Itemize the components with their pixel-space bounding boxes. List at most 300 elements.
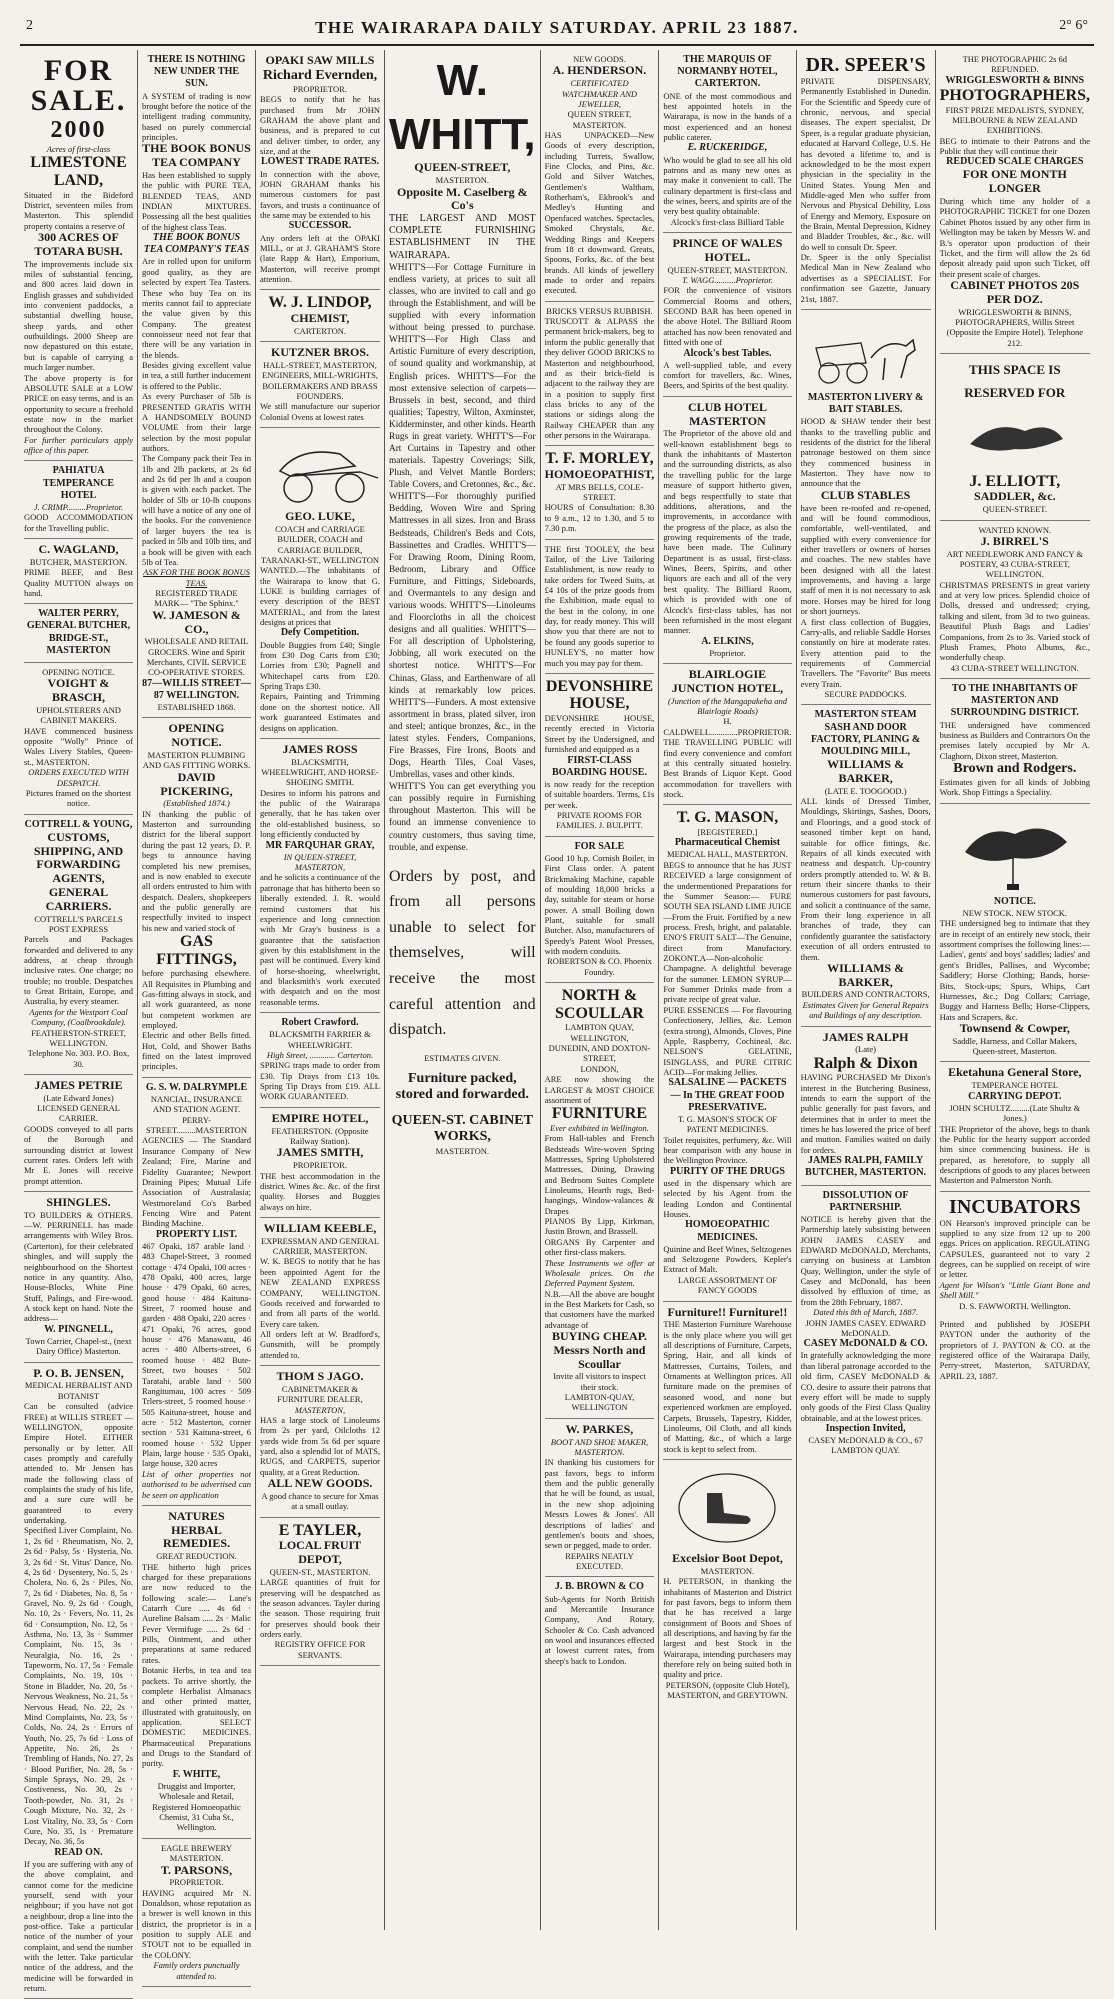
ad-dissolution [801,1186,931,1461]
dalrymple-heading: G. S. W. DALRYMPLE [145,1081,248,1093]
sash-heading: MASTERTON STEAM SASH AND DOOR FACTORY, PLANING & MOULDING MILL, [811,709,921,757]
whitt-name: W. WHITT, [389,56,536,159]
ad-dalrymple [142,1078,251,1506]
devonshire-heading: DEVONSHIRE HOUSE, [545,677,654,713]
cottrell-general: GENERAL CARRIERS. [45,884,112,913]
smith-proprietor: PROPRIETOR. [293,1160,347,1171]
page-number-right: 2° 6° [1059,18,1088,33]
ad-jbrown [545,1577,655,1671]
photo-refunded: THE PHOTOGRAPHIC 2s 6d REFUNDED. [962,54,1068,75]
gas-electric-text: Electric and other Bells fitted. Hot, Cold, and Shower Baths fitted on the latest improved principles. [142,1030,251,1072]
townsend-notice: NOTICE. [993,895,1036,907]
bricks-text: TRUSCOTT & ALPASS the permanent brick-makers, beg to inform the public generally that they deliver GOOD BRICKS to Masterton and neighbourhood, and as their brick-field is adjacent to the railway they are in a position to supply first class bricks to any of the stations or sidings along the Railway CHEAPER than any other persons in the Wairarapa. [544,316,655,441]
saddle-illustration-small [955,409,1075,469]
parsons-family: Family orders punctually attended to. [153,1960,240,1981]
blairlogie-heading: BLAIRLOGIE JUNCTION HOTEL, [671,667,784,695]
tayler-text: LARGE quantities of fruit for preserving will be despatched as the season advances. Tayler during the season. Those requiring fruit for preserves should book their orders early. [260,1577,380,1639]
crawford-text: SPRING traps made to order from £30. Tip Drays from £13 10s. Spring Tip Drays from £19. ALL WORK GUARANTEED. [260,1060,380,1102]
ad-birrel [940,521,1090,679]
acres-note: Acres of first-class [46,144,111,154]
pingnell-name: W. PINGNELL, [44,1323,113,1335]
kutzner-sub: HALL-STREET, MASTERTON, ENGINEERS, MILL-WRIGHTS, BOILERMAKERS AND BRASS FOUNDERS. [262,359,378,401]
whitt-cabinet-works: QUEEN-ST. CABINET WORKS, [391,1113,533,1145]
columns [20,50,1094,1994]
ad-north-scoullar [545,983,655,1419]
elliott-name: J. ELLIOTT, [969,472,1061,490]
dissolution-heading: DISSOLUTION OF PARTNERSHIP. [822,1189,909,1213]
column-4 [385,50,541,1930]
north-messrs: Messrs North and Scoullar [553,1342,646,1371]
incubators-heading: INCUBATORS [949,1195,1081,1218]
white-name: F. WHITE, [172,1768,221,1780]
incubators-sign: D. S. FAWWORTH. Wellington. [959,1300,1071,1311]
bonus2-heading: THE BOOK BONUS TEA COMPANY'S TEAS [143,232,250,256]
north-lambton: LAMBTON QUAY, WELLINGTON, [565,1022,634,1043]
ralph-text: HAVING PURCHASED Mr Dixon's interest in the Butchering Business, intends to earn the support of the public generally for past favors, and determines that in order to meet the times he has lowered the price of beef and mutton. Families waited on daily for orders. [800,1072,931,1155]
column-7 [797,50,936,1930]
evernden-successor: SUCCESSOR. [288,220,352,232]
jensen-text: Can be consulted (advice FREE) at WILLIS STREET — WELLINGTON, opposite Empire Hotel. EITHER personally or by letter. All cases promptly and carefully attended to. Mr Jensen has made the following class of complaints the study of his life, and a sure cure will be guaranteed to every undertaking. [24,1401,133,1526]
bonus-trademark: REGISTERED TRADE MARK— "The Sphinx." [154,587,239,609]
north-heading: NORTH & SCOULLAR [555,987,644,1022]
cottrell-text: Parcels and Packages forwarded and delivered to any address, at cheap through inclusive rates. One charge; no trouble; no trouble. Despatches to Great Britain, Europe, and Australia, by every steamer. [24,934,133,1007]
opaki-heading: OPAKI SAW MILLS [265,53,375,67]
boot-depot-emblem-illustration [672,1468,782,1548]
pickering-plumbing: MASTERTON PLUMBING AND GAS FITTING WORKS. [142,750,251,771]
ad-perry [24,604,133,663]
parkes-name: W. PARKES, [565,1421,634,1436]
pickering-opening: OPENING NOTICE. [168,721,225,750]
ad-cottrell [24,815,133,1075]
reserved-text: THIS SPACE IS RESERVED FOR [964,361,1066,401]
parsons-text: HAVING acquired Mr N. Donaldson, whose reputation as a brewer is well known in this district, the proprietor is in a position to supply ALE and STOUT not to be equalled in the COLONY. [142,1887,251,1960]
voight-heading: VOIGHT & BRASCH, [47,676,110,705]
ad-luke [260,428,380,739]
natures-text: THE hitherto high prices charged for these preparations are now reduced to the following scale:— Lane's Catarrh Cure ..... 4s 6d · Aureline Balsam ..... 2s · Malic Fever Vermifuge ..... 2s 6d · Pills, Ointment, and other preparations at same reduced rates. [142,1561,251,1665]
north-organs-note: These Instruments we offer at Wholesale prices. On the Deferred Payment System. [544,1257,655,1289]
pickering-text: IN thanking the public of Masterton and surrounding district for the liberal support during the past 12 years, D. P. begs to announce having completed his new premises, and is now enabled to execute all orders entrusted to him with despatch. Dealers, shopkeepers and the public generally are respectfully invited to inspect his new and varied stock of [142,808,251,933]
luke-name: GEO. LUKE, [285,509,355,524]
pickering-name: DAVID PICKERING, [160,769,233,798]
photo-beg: BEG to intimate to their Patrons and the Public that they will continue their [939,135,1090,156]
mason-purity: PURITY OF THE DRUGS [670,1165,785,1177]
eketahuna-temperance: TEMPERANCE HOTEL [971,1080,1059,1091]
petrie-heading: JAMES PETRIE [34,1077,123,1092]
furniture-text: THE Masterton Furniture Warehouse is the only place where you will get all descriptions of Furniture, Carpets, Spring, Hair, and all kinds of Mattresses, Curtains, Toilets, and Ornaments at Wellington prices. All furniture made on the premises of seasoned wood, and none but experienced workmen are employed. Carpets, Brussels, Tapestry, Kidder, Linoleums, Oil Cloth, and all kinds of Matting, &c., of which a large stock is kept to select from. [663,1319,792,1454]
north-furniture: FURNITURE [551,1105,648,1123]
jago-address: MASTERTON, [294,1404,346,1415]
ad-book-bonus-tea [142,50,251,718]
ad-bricks [545,302,655,447]
tailor-text: THE first TOOLEY, the best Tailor, of the Live Tailoring Establishment, is now ready to take orders for Tweed Suits, at £4 10s of the prize goods from the Exhibition, made equal to the best in the colony, in one day, for ready money. This will show you that there are not to be found any goods superior to HUNLEY'S, no matter how much you may pay for them. [544,543,655,668]
totara-text: The improvements include six miles of substantial fencing, and 800 acres laid down in English grasses and subdivided into convenient paddocks, a substantial dwelling house, sheep yards, and other outbuildings. 2000 Sheep are now depastured on this estate, but is capable of carrying a much larger number. [24,258,133,373]
ad-petrie [24,1075,133,1192]
mason-salsaline: SALSALINE — PACKETS — In THE GREAT FOOD PRESERVATIVE. [668,1077,787,1113]
parkes-sub: BOOT AND SHOE MAKER, MASTERTON. [550,1436,649,1457]
saddle-illustration [955,812,1075,892]
ad-keeble [260,1218,380,1366]
henderson-new-goods: NEW GOODS. [573,54,626,64]
pahiatua-text: GOOD ACCOMMODATION for the Travelling public. [24,512,133,533]
henderson-address: QUEEN STREET, MASTERTON. [567,109,632,130]
acres-count: 2000 [50,117,107,143]
club-proprietor: Proprietor. [709,647,746,658]
devonshire-private: PRIVATE ROOMS FOR FAMILIES. J. BULPITT. [556,809,643,831]
bonus-ask: ASK FOR THE BOOK BONUS TEAS. [143,567,250,588]
casey-text: In gratefully acknowledging the more than liberal patronage accorded to the old firm, CASEY McDONALD & CO. desire to assure their patrons that every effort will be made to supply only goods of the First Class Quality obtainable, and at the lowest prices. [800,1350,931,1423]
wagland-heading: C. WAGLAND, [38,542,119,557]
speer-text: PRIVATE DISPENSARY, Permanently Established in Dunedin. For the Scientific and Speedy cure of chronic, nervous, and special diseases. The expert specialist, Dr Speer, is a regular graduate physician, educated at Harvard College, U.S. He has devoted a lifetime to, and is acknowledged to be the most expert physician in the speciality in the United States. Young Men and Middle-aged Men who suffer from Nervous and Physical Debility, Loss of Energy and Memory, Exposure on the Brain, Mental Depression, Kidney and Bladder Troubles, &c., &c. will do well to consult Dr. Speer. [800,76,931,252]
ad-whitt [389,50,536,1161]
cottrell-telephone: Telephone No. 303. P.O. Box, 30. [27,1048,130,1069]
prince-proprietor: T. WAGG..........Proprietor. [682,275,773,286]
north-invite: Invite all visitors to inspect their stock. [553,1371,646,1392]
kutzner-text: We still manufacture our superior Colonial Ovens at lowest rates [260,401,380,422]
marquis-alcock: Alcock's first-class Billiard Table [670,216,785,227]
tayler-address: QUEEN-ST., MASTERTON. [269,1566,371,1577]
cottrell-express: COTTRELL'S PARCELS POST EXPRESS [34,913,123,934]
nothing-new-heading: THERE IS NOTHING NEW UNDER THE SUN. [147,54,246,90]
whitt-packed: Furniture packed, stored and forwarded. [395,1071,529,1103]
livery-paddock: SECURE PADDOCKS. [824,689,907,700]
property-list-note: List of other properties not authorised to be advertised can be seen on application [142,1468,251,1500]
blairlogie-note: (Junction of the Mangapakeha and Blairlogie Roads) [667,695,787,717]
photo-reduced: REDUCED SCALE CHARGES [946,156,1084,168]
wagland-text: PRIME BEEF, and Best Quality MUTTON always on hand. [24,567,133,598]
ad-reserved-elliott [940,354,1090,521]
barker-name-2: WILLIAMS & BARKER, [827,960,905,989]
casey-heading: CASEY McDONALD & CO. [803,1338,928,1350]
particulars-text: For further particulars apply office of this paper. [24,434,133,456]
ralph-sign: JAMES RALPH, FAMILY BUTCHER, MASTERTON. [805,1155,927,1179]
whitt-masterton: MASTERTON. [435,1145,490,1156]
voight-text: HAVE commenced business opposite "Wolly" Prince of Wales Livery Stables, Queen-st., MASTERTON. [24,725,133,767]
photo-cabinet: CABINET PHOTOS 20S PER DOZ. [950,277,1080,306]
pahiatua-heading: PAHIATUA TEMPERANCE HOTEL [42,465,115,501]
jbrown-name: J. B. BROWN & CO [555,1581,644,1593]
livery-heading: MASTERTON LIVERY & BAIT STABLES. [807,391,924,416]
ross-text: Desires to inform his patrons and the public of the Wairarapa generally, that he has taken over the old-established business, so long efficiently conducted by [260,787,380,840]
birrel-address: 43 CUBA-STREET WELLINGTON. [950,662,1079,673]
jago-name: THOM S JAGO. [276,1369,364,1384]
ad-jago [260,1366,380,1518]
prince-text-2: A well-supplied table, and every comfort for travellers, &c. Wines, Beers, and Spirits of the best quality. [663,359,792,391]
pingnell-address: Town Carrier, Chapel-st., (next Dairy Office) Masterton. [25,1335,132,1357]
bonus-presented: As every Purchaser of 5lb is PRESENTED GRATIS WITH A HANDSOMELY BOUND VOLUME from their large selection by the most popular authors. [142,391,251,453]
cottrell-address: FEATHERSTON-STREET, WELLINGTON. [31,1027,126,1048]
prince-heading: PRINCE OF WALES HOTEL. [672,236,783,264]
lindop-name: W. J. LINDOP, [268,294,372,312]
henderson-name: A. HENDERSON. [552,63,647,78]
ralph-name: JAMES RALPH [822,1029,909,1044]
photo-heading: PHOTOGRAPHERS, [939,86,1090,104]
whitt-estimates: ESTIMATES GIVEN. [424,1052,501,1063]
ad-opaki-saw-mills [260,50,380,290]
prince-alcock: Alcock's best Tables. [683,347,772,359]
morley-name: T. F. MORLEY, [545,450,654,468]
north-pianos: PIANOS By Lipp, Kirkman, Justin Brown, and Brassell. [544,1216,655,1237]
elliott-saddler: SADDLER, &c. [973,489,1056,504]
ad-morley [545,446,655,539]
excelsior-sign: PETERSON, (opposite Club Hotel), MASTERTON, and GREYTOWN. [665,1679,790,1701]
birrel-name: J. BIRREL'S [980,533,1049,548]
evernden-proprietor: PROPRIETOR. [293,83,347,94]
north-furniture-text: From Hall-tables and French Bedsteads Wire-woven Spring Mattresses, Spring Upholstered Mattresses, Dining, Drawing and Bedroom Suites Complete Linoleums, Hearth rugs, Bed-hangings, Window-valances & Drapes [544,1133,655,1216]
bonus2-text: Are in rolled upon for uniform good quality, as they are selected by expert Tea Tasters. These who buy Tea on its merits cannot fail to appreciate the value given by this Company. The greatest connoisseur need not fear that there will be any variation in the blends. [142,256,251,360]
ad-excelsior [663,1460,791,1705]
pahiatua-proprietor: J. CRIMP.........Proprietor. [33,501,124,512]
club-heading: CLUB HOTEL MASTERTON [687,399,767,428]
ad-crawford [260,1013,380,1108]
evernden-text: BEGS to notify that he has purchased from Mr JOHN GRAHAM the above plant and business, and is prepared to cut and deliver timber, to order, any size, and at the [260,94,380,157]
morley-title: HOMOEOPATHIST, [544,466,655,481]
column-6 [659,50,796,1930]
furniture-heading: Furniture!! Furniture!! [667,1304,788,1319]
brown-inhabitants: TO THE INHABITANTS OF MASTERTON AND SURROUNDING DISTRICT. [950,682,1079,719]
casey-inspection: Inspection Invited, [825,1422,906,1434]
kutzner-heading: KUTZNER BROS. [270,345,370,360]
barker-sub: (LATE E. TOOGOOD.) [824,785,907,796]
devonshire-boarding-text: is now ready for the reception of suitable boarders. Terms, £1s per week. [544,778,655,810]
cottrell-agents: Agents for the Westport Coal Company, (Coalbrookdale). [29,1006,128,1028]
casey-sign: CASEY McDONALD & CO., 67 LAMBTON QUAY. [808,1435,923,1456]
parsons-name: T. PARSONS, [160,1862,233,1877]
ad-ross [260,739,380,1013]
jameson-sub: WHOLESALE AND RETAIL GROCERS. Wine and Spirit Merchants, CIVIL SERVICE CO-OPERATIVE STORES. [144,636,249,678]
photo-firm: WRIGGLESWORTH & BINNS [945,74,1085,86]
keeble-text: W. K. BEGS to notify that he has been appointed Agent for the NEW ZEALAND EXPRESS COMPANY, WELLINGTON. Goods received and forwarded to and from all parts of the world. Every care taken. [260,1256,380,1329]
gas-fittings-heading: GAS FITTINGS, [156,933,237,968]
north-london: LONDON, [580,1063,619,1074]
ad-blairlogie [663,664,791,805]
ad-empire-hotel [260,1108,380,1218]
masthead [20,4,1094,48]
robertson-sign: ROBERTSON & CO. Phoenix Foundry. [547,956,652,977]
evernden-connection: In connection with the above, JOHN GRAHAM thanks his numerous customers for past favors, and trusts a continuance of the same may be extended to his [260,168,380,221]
crawford-address: High Street, ............ Carterton. [266,1050,374,1061]
ad-voight [24,663,133,815]
barker-estimates: Estimates Given for General Repairs and Buildings of any description. [802,999,929,1021]
jensen-complaints: Specified Liver Complaint, No. 1, 2s 6d · Rheumatism, No. 2, 2s 6d · Palsy, 5s · Hysteria, No. 3, 2s 6d · St. Vitus' Dance, No. 4, 2s 6d · Dysentery, No. 5, 2s · Cholera, No. 6, 2s · Piles, No. 7, 2s 6d · Diabetes, No. 8, 5s · Gravel, No. 9, 2s 6d · Cough, No. 10, 2s · Fevers, No. 11, 2s 6d · Consumption, No. 12, 5s · Asthma, No. 13, 3s · Summer Complaint, No. 15, 3s · Neuralgia, No. 16, 2s · Tapeworm, No. 17, 5s · Female Complaints, No. 19, 10s · Stone in Bladder, No. 20, 5s · Nervous Weakness, No. 21, 5s · Nervous Head, No. 22, 2s · Mind Complaints, No. 23, 5s · Colds, No. 24, 2s · Errors of Youth, No. 25, 7s 6d · Loss of Appetite, No. 26, 2s · Trembling of Hands, No. 27, 2s · Blood Purifier, No. 28, 5s · Simple Sprays, No. 29, 2s · Costiveness, No. 30, 2s · Tooth-powder, No. 31, 2s · Cough Mixture, No. 32, 2s · Lost Vitality, No. 33, 5s · Corn Cure, No. 35, 1s · Premature Decay, No. 36, 5s [24,1525,133,1847]
cottrell-customs: CUSTOMS, SHIPPING, AND FORWARDING AGENTS, [33,829,124,886]
luke-defy: Defy Competition. [280,627,360,639]
marquis-heading: THE MARQUIS OF NORMANBY HOTEL, CARTERTON. [677,54,778,90]
jensen-read-on: READ ON. [54,1846,103,1858]
bonus-text: Has been established to supply the public with PURE TEA, BLENDED TEAS, AND INDIAN MIXTURES. Possessing all the best qualities of the highest class Teas. [142,169,251,232]
dissolution-signed: JOHN JAMES CASEY. EDWARD McDONALD. [805,1317,926,1338]
birrel-wanted: WANTED KNOWN. [978,524,1052,535]
keeble-sub: EXPRESSMAN AND GENERAL CARRIER, MASTERTON. [260,1235,380,1257]
ad-marquis [663,50,791,233]
henderson-text: HAS UNPACKED—New Goods of every description, including Turrets, Swallow, Fine Clocks, and Pins, &c. Gold and Silver Watches, Gentlemen's Waltham, Rotherham's, Ekbrook's and Medley's Hunting and Openfaced watches. Spectacles, Smoked Chrystals, &c. Wedding Rings and Keepers from 18 ct downward. Greats, Spoons, Forks, &c. of the best brands. All kinds of jewellery made to order and repairs executed. [544,129,655,296]
elliott-street: QUEEN-STREET. [982,504,1047,515]
empire-heading: EMPIRE HOTEL, [271,1110,369,1125]
mason-purity-text: used in the dispensary which are selected by his Agent from the leading London and Continental Houses. [663,1177,792,1219]
petrie-text: GOODS conveyed to all parts of the Borough and surrounding district at lowest current rates. Orders left with Mr E. Jones will receive prompt attention. [24,1123,133,1186]
smith-name: JAMES SMITH, [276,1145,364,1160]
evernden-orders: Any orders left at the OPAKI MILL, or at J. GRAHAM'S Store (late Rapp & Hart), Emporium, Masterton, will receive prompt attention. [260,232,380,285]
barker-text: ALL kinds of Dressed Timber, Mouldings, Skirtings, Sashes, Doors, and Floorings, and a good stock of seasoned timber kept on hand, suitable for office fittings, &c. Repairs of all kinds executed with neatness and despatch. Up-country orders promptly attended to. W. & B. return their sincere thanks to their numerous customers for past favours, and solicit a continuance of the same. From their long experience in all branches of trade, they can confidently guarantee the satisfactory execution of all orders entrusted to them. [800,796,931,962]
barker-builders: BUILDERS AND CONTRACTORS, [801,989,930,1000]
natures-sub: GREAT REDUCTION. [156,1551,237,1562]
eketahuna-text: THE Proprietor of the above, begs to thank the Public for the hearty support accorded him since commencing business. He is prepared, as heretofore, to supply all descriptions of goods to any places between Masterton and Palmerston North. [939,1123,1090,1186]
north-organs: ORGANS By Carpenter and other first-class makers. [544,1236,655,1258]
parsons-sub: PROPRIETOR. [169,1877,224,1888]
photo-one-month-text: During which time any holder of a PHOTOGRAPHIC TICKET for one Dozen Cabinet Photos issued by any other firm in Wellington may be taken by Messrs W. and B.'s operator upon production of their Ticket, and the firm will allow the 2s 6d deposit already paid upon such Ticket, off their present scale of charges. [939,196,1090,279]
excelsior-text: H. PETERSON, in thanking the inhabitants of Masterton and District for past favors, begs to inform them that he has received a large consignment of Boots and Shoes of all descriptions, and having by far the largest and best Stock in the Wairarapa, intending purchasers may therefore rely on being suited both in quality and price. [663,1576,792,1680]
ad-parkes [545,1419,655,1577]
townsend-text: THE undersigned beg to intimate that they are in receipt of an entirely new stock, their assortment comprises the following lines:— Ladies', gents' and boys' saddles; ladies' and gent's Bridles, Pallises, and Wycombe; Saddlery; Horse Clothing; Bands, horse-Bits, Stock-ups; Spurs, Whips, Cart Hurnesses, &c.; Dog Collars; Carriage, Buggy and Harness Bells; Horse-Clippers, Hats and Scrapers, &c. [939,918,1090,1022]
jago-text: HAS a large stock of Linoleums from 2s per yard, Oilcloths 12 yards wide from 5s 6d per square yard, also a splendid lot of MATS, RUGS, and CARPETS, superior quality, at a Great Reduction. [260,1414,380,1477]
blairlogie-text: THE TRAVELLING PUBLIC will find every convenience and comfort at this centrally situated hostelry. Best Brands of Liquor Kept. Good accommodation for travellers with stock. [663,737,792,799]
north-buying: BUYING CHEAP. [552,1329,647,1344]
voight-opening: OPENING NOTICE. [42,667,115,678]
pickering-established: (Established 1874.) [163,798,230,809]
marquis-text: ONE of the most commodious and best appointed hotels in the Wairarapa, is now in the hands of a most experienced and an honest public caterer. [663,90,792,142]
birrel-text: CHRISTMAS PRESENTS in great variety and at very low prices. Splendid choice of Dolls, dressed and undressed; crying, talking and silent, from 3d to two guineas. Beautiful Plush Bags and Ladies' Companions, from 2s to 3s. Varied stock of Plush Frames, Photo Albums, &c., wonderfully cheap. [939,579,1090,663]
jago-note: A good chance to secure for Xmas at a small outlay. [261,1490,379,1512]
dissolution-dated: Dated this 8th of March, 1887. [813,1307,918,1318]
ad-prince-of-wales [663,233,791,397]
gas-fittings-text: before purchasing elsewhere. All Requisites in Plumbing and Gas-fitting always in stock, and all work guaranteed, as none but competent workmen are employed. [142,968,251,1031]
mason-address: MEDICAL HALL, MASTERTON. [667,849,788,860]
north-dunedin: DUNEDIN, AND DOXTON-STREET, [548,1043,651,1064]
morley-hours: HOURS of Consultation: 8.30 to 9 a.m., 12 to 1.30, and 5 to 7.30 p.m. [544,502,655,534]
birrel-sub: ART NEEDLEWORK AND FANCY & POSTERY, 43 CUBA-STREET, WELLINGTON. [946,548,1083,580]
imprint: Printed and published by JOSEPH PAYTON under the authority of the proprietors of J. PAYTON & CO. at the registered office of the Wairarapa Daily, Perry-street, Masterton, SATURDAY, APRIL 23, 1887. [939,1318,1090,1381]
parkes-repairs: REPAIRS NEATLY EXECUTED. [565,1550,634,1571]
ad-mason [663,805,791,1301]
coach-horse-illustration [801,318,931,388]
dalrymple-sub: NANCIAL, INSURANCE AND STATION AGENT. [150,1094,243,1115]
jensen-read-text: If you are suffering with any of the above complaint, and cannot come for the medicine yourself, send with your neighbour; if you have not got a neighbour, drop a line into the post-office. Take a particular notice of the number of your complaint, and send the number with the letter. Take particular notice of the address, and the medicine will be forwarded in return. [24,1858,133,1994]
devonshire-boarding: FIRST-CLASS BOARDING HOUSE. [551,754,647,778]
totara-heading: 300 ACRES OF TOTARA BUSH. [34,229,123,258]
barker-name: WILLIAMS & BARKER, [827,757,905,785]
jensen-sub: MEDICAL HERBALIST AND BOTANIST [24,1380,133,1401]
ad-pickering [142,718,251,1077]
ad-masterton-furniture [663,1302,791,1460]
ad-ralph-dixon [801,1027,931,1186]
lindop-chemist: CHEMIST, [290,310,350,325]
tayler-fruit: LOCAL FRUIT DEPOT, [278,1538,362,1566]
jago-sub: CABINETMAKER & FURNITURE DEALER, [277,1383,363,1405]
marquis-ruckeridge-text: Who would be glad to see all his old patrons and as many new ones as may make it convenient to call. The culinary department is first-class and the wines, beers, and spirits are of the very best quality obtainable. [663,154,792,217]
mason-medicines: T. G. MASON'S STOCK OF PATENT MEDICINES. [677,1113,777,1135]
excelsior-address: MASTERTON. [700,1565,755,1576]
townsend-new-stock: NEW STOCK. NEW STOCK. [962,907,1068,918]
ad-eketahuna [940,1062,1090,1191]
empire-sub: FEATHERSTON. (Opposite Railway Station). [271,1125,369,1146]
ad-tailor [545,540,655,674]
newspaper-title: THE WAIRARAPA DAILY SATURDAY. APRIL 23 1887. [315,18,799,37]
white-sub: Druggist and Importer, Wholesale and Retail, Registered Homoeopathic Chemist, 31 Cuba St., Wellington. [152,1780,241,1833]
keeble-bradford: All orders left at W. Bradford's, Gunsmith, will be promptly attended to. [260,1328,380,1360]
masthead-rule [20,44,1094,46]
mason-sub: [REGISTERED.] [697,826,758,837]
ad-shingles [24,1192,133,1363]
jensen-heading: P. O. B. JENSEN, [33,1365,124,1380]
tayler-name: E TAYLER, [278,1521,362,1539]
column-5 [541,50,660,1930]
prince-text: FOR the convenience of visitors Commercial Rooms and others, SECOND BAR has been opened in the above Hotel. The Billiard Room attached has now been renovated and fitted with one of [663,285,792,348]
terms-text: The above property is for ABSOLUTE SALE at a LOW PRICE on easy terms, and is an opportunity to secure a freehold estate now in the market throughout the Colony. [24,372,133,435]
whitt-street: QUEEN-STREET, [414,160,511,175]
club-elkins: A. ELKINS, [701,635,754,647]
devonshire-text: DEVONSHIRE HOUSE, recently erected in Victoria Street by the Undersigned, and furnished and equipped as a [544,713,655,755]
photo-sign: WRIGGLESWORTH & BINNS, PHOTOGRAPHERS, Willis Street (Opposite the Empire Hotel). Telephone 212. [946,306,1083,348]
ad-devonshire [545,674,655,837]
jameson-established: ESTABLISHED 1868. [157,702,236,713]
jameson-heading: W. JAMESON & CO., [152,607,241,636]
ad-dr-speer [801,50,931,310]
brown-name: Brown and Rodgers. [953,760,1077,776]
property-list: 467 Opaki, 187 arable land · 483 Chapel-Street, 3 roomed cottage · 474 Opaki, 100 acres · 478 Opaki, 400 acres, large house · 479 Opaki, 60 acres, good house · 484 Kaituna-Street, 7 roomed house and garden · 488 Opaki, 220 acres · 471 Opaki, 76 acres, good house · 476 Manawatu, 46 acres · 480 Alberts-street, 6 roomed house · 482 Bute-Street, two houses · 502 Taratahi, arable land · 500 Rangitumau, 100 acres · 509 Trlers-street, 5 roomed house · 505 Kaituna-street, house and acre · 512 Masterton, corner section · 531 Kaituna-street, 6 roomed house · 532 Upper Plain, large house · 535 Opaki, large house, 320 acres [142,1240,251,1469]
whitt-largest: THE LARGEST AND MOST COMPLETE FURNISHING ESTABLISHMENT IN THE WAIRARAPA. [389,213,536,261]
luke-text: WANTED.—The inhabitants of the Wairarapa to know that G. LUKE is building carriages of every description of the BEST MATERIAL, and from the latest designs at prices that [260,565,380,628]
townsend-sub: Saddle, Harness, and Collar Makers, Queen-street, Masterton. [952,1035,1077,1057]
limestone-text: Situated in the Bideford District, seventeen miles from Masterton. This splendid property contains a reserve of [24,189,133,231]
eketahuna-heading: Eketahuna General Store, [948,1065,1082,1080]
luke-sub: COACH and CARRIAGE BUILDER, COACH and CARRIAGE BUILDER, TARANAKI-ST., WELLINGTON [260,523,380,565]
crawford-sub: BLACKSMITH FARRIER & WHEELWRIGHT. [269,1029,371,1050]
jbrown-text: Sub-Agents for North British and Mercantile Insurance Company, And Rotary, Schooler & Co. Cash advanced on wool and insurances effected at lowest current rates, from sheep's back to London. [544,1593,655,1666]
voight-orders: ORDERS EXECUTED WITH DESPATCH. [28,767,129,788]
column-2 [138,50,256,1981]
north-furniture-sub: Ever exhibited in Wellington. [550,1122,649,1133]
whitt-orders-post: Orders by post, and from all persons unable to select for themselves, will receive the most careful attention and dispatch. [389,867,536,1039]
lindop-town: CARTERTON. [294,325,346,336]
ad-livery-stables [801,310,931,706]
smith-text: THE best accommodation in the district. Wines &c. &c. of the first quality. Horses and Buggies always on hire. [260,1170,380,1212]
cottrell-heading: COTTRELL & YOUNG, [24,818,133,830]
whitt-items: WHITT'S—For Cottage Furniture in endless variety, at prices to suit all classes, who are invited to call and go through the Establishment, and will be supplied with every information without being pressed to purchase. WHITT'S—For High Class and Artistic Furniture of every description, of sound quality and workmanship, at English prices. WHITT'S—For the most extensive selection of carpets—Brussels in best, second, and third qualities; Tapestry, Wilton, Axminster, Kidderminster, and other kinds. Hearth Rugs in great variety. WHITT'S—For Art Curtains in Tapestry and other materials. Tapestry Coverings; Silk, Plush, and Velvet Mantle Borders; Table Covers, and Cretonnes, &c., &c. WHITT'S—For thoroughly purified Bedding, Woven Wire and Spring Mattresses in all sizes. Iron and Brass Bedsteads, Children's Beds and Cots, Bassinettes and Cradles. WHITT'S—For Drawing Room, Dining Room, Bedroom, Library and Office Furniture, and Fittings, Sideboards, and Overmantels to any design and various woods. WHITT'S—Linoleums and Floorcloths in all the choicest designs and all qualities. WHITT'S—For all description of Upholstering, Jobbing, all work executed on the shortest notice. WHITT'S—For Chinas, Glass, and Earthenware of all kinds at remarkably low prices. WHITT'S—Funders. A most extensive assortment in brass, plated silver, iron and steel; antique bronzes, &c., in the latest styles. Fenders, Companions, Fire Brasses, Fire Irons, Boots and Dogs, Hearth Tiles, Coal Vases, Umbrellas, vases and other kinds. [389,262,536,781]
club-text: The Proprietor of the above old and well-known establishment begs to thank the inhabitants of Masterton and the surrounding districts, as also the travelling public for the large measure of support hitherto given, and begs respectfully to state that additions, alterations, and the improvements, in accordance with the progress of the place, as also the growing requirements of the trade, have been made. The Culinary Department is as usual, first-class. Wines, Beers, Spirits, and other liquors are each and all of the very best quality. The Billiard Room, which is provided with one of Alcock's first-class tables, has not been refurnished in the most elegant manner. [663,428,792,636]
parkes-text: IN thanking his customers for past favors, begs to inform them and the public generally that he will be found, as usual, in the new shop adjoining Messrs Lowes & Jones'. All descriptions of ladies' and gentlemen's boots and shoes, sewn or pegged, made to order. [544,1457,655,1551]
north-nb: N.B.—All the above are bought in the Best Markets for Cash, so that customers have the marked advantage of [544,1288,655,1330]
for-sale-heading: FOR SALE. [30,54,127,117]
ross-name: JAMES ROSS [282,741,358,756]
mason-homoeo: HOMOEOPATHIC MEDICINES. [685,1219,770,1243]
natures-heading: NATURES HERBAL REMEDIES. [162,1508,230,1551]
column-3 [256,50,385,1930]
ross-text-2: and he solicits a continuance of the patronage that has hitherto been so liberally extended. J. R. would remind customers that his experience and long connection with Mr Gray's business is a guarantee that the satisfaction given by this establishment in the past will be continued. Every kind of horse-shoeing, wheelwright, and blacksmith's work executed with despatch and on the most reasonable terms. [260,872,380,1007]
ad-pahiatua-hotel [24,461,133,539]
dissolution-text: NOTICE is hereby given that the Partnership lately subsisting between JOHN JAMES CASEY and EDWARD McDONALD, Merchants, carrying on business at Lambton Quay, Wellington, under the style of Casey and McDonald, has been dissolved by effluxion of time, as from the 28th February, 1887. [800,1213,931,1307]
evernden-lowest: LOWEST TRADE RATES. [260,156,380,168]
bricks-heading: BRICKS VERSUS RUBBISH. [546,305,653,316]
excelsior-heading: Excelsior Boot Depot, [672,1550,783,1565]
townsend-name: Townsend & Cowper, [959,1020,1070,1035]
speer-heading: DR. SPEER'S [805,54,926,76]
column-1 [20,50,138,1994]
voight-pictures: Pictures framed on the shortest notice. [25,787,132,809]
nothing-new-text: A SYSTEM of trading is now brought before the notice of the intelligent trading community, based on purely commercial principles. [142,90,251,142]
ad-natures-remedies [142,1506,251,1839]
mason-homoeo-text: Quinine and Beef Wines, Seltzogenes and Seltzogene Powders, Kepler's Extract of Malt. [663,1243,792,1275]
brown-builders: THE undersigned have commenced business as Builders and Contractors On the premises lately occupied by Mr A. Claghorn, Dixon street, Masterton. [939,719,1090,761]
evernden-name: Richard Evernden, [262,67,378,83]
ad-for-sale [24,50,133,461]
jago-all-new: ALL NEW GOODS. [267,1476,373,1491]
ross-gray-address: IN QUEEN-STREET, MASTERTON, [283,851,357,873]
shingles-text: TO BUILDERS & OTHERS.—W. PERRINELL has made arrangements with Wiley Bros. (Carterton), for their celebrated shingles, and will supply the neighbourhood on the Shortest notice in any quantity. Also, House-Blocks, White Pine Stuff, Palings, and Fire-wood. A stock kept on hand. Note the address— [24,1209,133,1324]
photo-medalists: FIRST PRIZE MEDALISTS, SYDNEY, MELBOURNE & NEW ZEALAND EXHIBITIONS. [945,104,1084,136]
ad-wrigglesworth [940,50,1090,354]
natures-herbs: Botanic Herbs, in tea and tea packets. To arrive shortly, the complete Herbalist Almanacs and other printed matter, illustrated with gratuitously, on application. SELECT DOMESTIC MEDICINES. Pharmaceutical Preparations and Drugs to the Standard of purity. [142,1665,251,1769]
ad-tayler [260,1518,380,1666]
carriage-illustration [260,436,380,506]
